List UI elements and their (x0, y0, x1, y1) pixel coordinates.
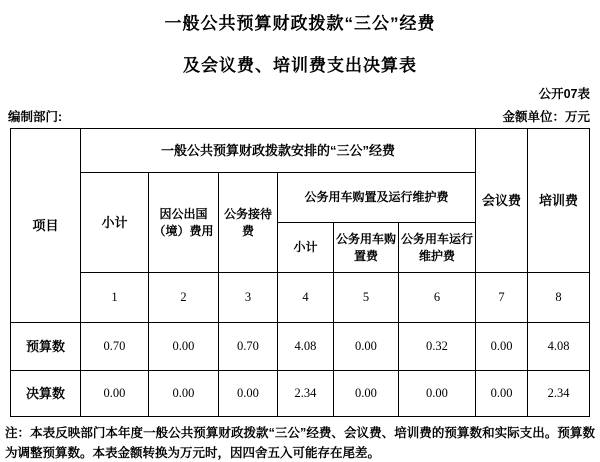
final-value-reception: 0.00 (218, 371, 277, 417)
meta-row (8, 107, 590, 125)
budget-row-label: 预算数 (10, 323, 80, 371)
budget-value-subtotal: 0.70 (80, 323, 148, 371)
column-number-6: 6 (398, 273, 475, 323)
budget-value-training: 4.08 (528, 323, 590, 371)
sangong-expense-table (10, 128, 590, 417)
column-number-2: 2 (148, 273, 218, 323)
header-reception-expense: 公务接待费 (218, 173, 277, 273)
budget-value-vehicle-subtotal: 4.08 (277, 323, 333, 371)
column-number-5: 5 (333, 273, 398, 323)
column-number-3: 3 (218, 273, 277, 323)
budget-value-abroad: 0.00 (148, 323, 218, 371)
final-value-abroad: 0.00 (148, 371, 218, 417)
header-subtotal: 小计 (80, 173, 148, 273)
page (0, 9, 600, 462)
header-training-fee: 培训费 (528, 129, 590, 273)
unit-label: 金额单位：万元 (502, 110, 590, 124)
budget-value-vehicle-purchase: 0.00 (333, 323, 398, 371)
column-number-8: 8 (528, 273, 590, 323)
final-value-vehicle-purchase: 0.00 (333, 371, 398, 417)
page-title-line1: 一般公共预算财政拨款“三公”经费 (164, 14, 436, 33)
budget-row (10, 323, 589, 371)
page-title-line2: 及会议费、培训费支出决算表 (183, 56, 417, 75)
column-number-7: 7 (476, 273, 528, 323)
footnote: 注：本表反映部门本年度一般公共预算财政拨款“三公”经费、会议费、培训费的预算数和实际支出。预算数为调整预算数。本表金额转换为万元时，因四舍五入可能存在尾差。 (5, 426, 595, 461)
final-value-vehicle-maintenance: 0.00 (398, 371, 475, 417)
header-vehicle-purchase: 公务用车购置费 (333, 223, 398, 273)
final-value-vehicle-subtotal: 2.34 (277, 371, 333, 417)
final-value-subtotal: 0.00 (80, 371, 148, 417)
final-accounts-row (10, 371, 589, 417)
header-vehicle-subtotal: 小计 (277, 223, 333, 273)
header-vehicle-maintenance: 公务用车运行维护费 (398, 223, 475, 273)
header-abroad-expense: 因公出国（境）费用 (148, 173, 218, 273)
budget-value-reception: 0.70 (218, 323, 277, 371)
header-item: 项目 (10, 129, 80, 323)
budget-value-vehicle-maintenance: 0.32 (398, 323, 475, 371)
department-label: 编制部门: (8, 110, 63, 124)
final-value-meeting: 0.00 (476, 371, 528, 417)
header-meeting-fee: 会议费 (476, 129, 528, 273)
final-row-label: 决算数 (10, 371, 80, 417)
header-sangong-group: 一般公共预算财政拨款安排的“三公”经费 (80, 129, 475, 173)
budget-value-meeting: 0.00 (476, 323, 528, 371)
column-number-4: 4 (277, 273, 333, 323)
final-value-training: 2.34 (528, 371, 590, 417)
column-number-1: 1 (80, 273, 148, 323)
header-vehicle-group: 公务用车购置及运行维护费 (277, 173, 475, 223)
table-number-label: 公开07表 (538, 87, 590, 101)
